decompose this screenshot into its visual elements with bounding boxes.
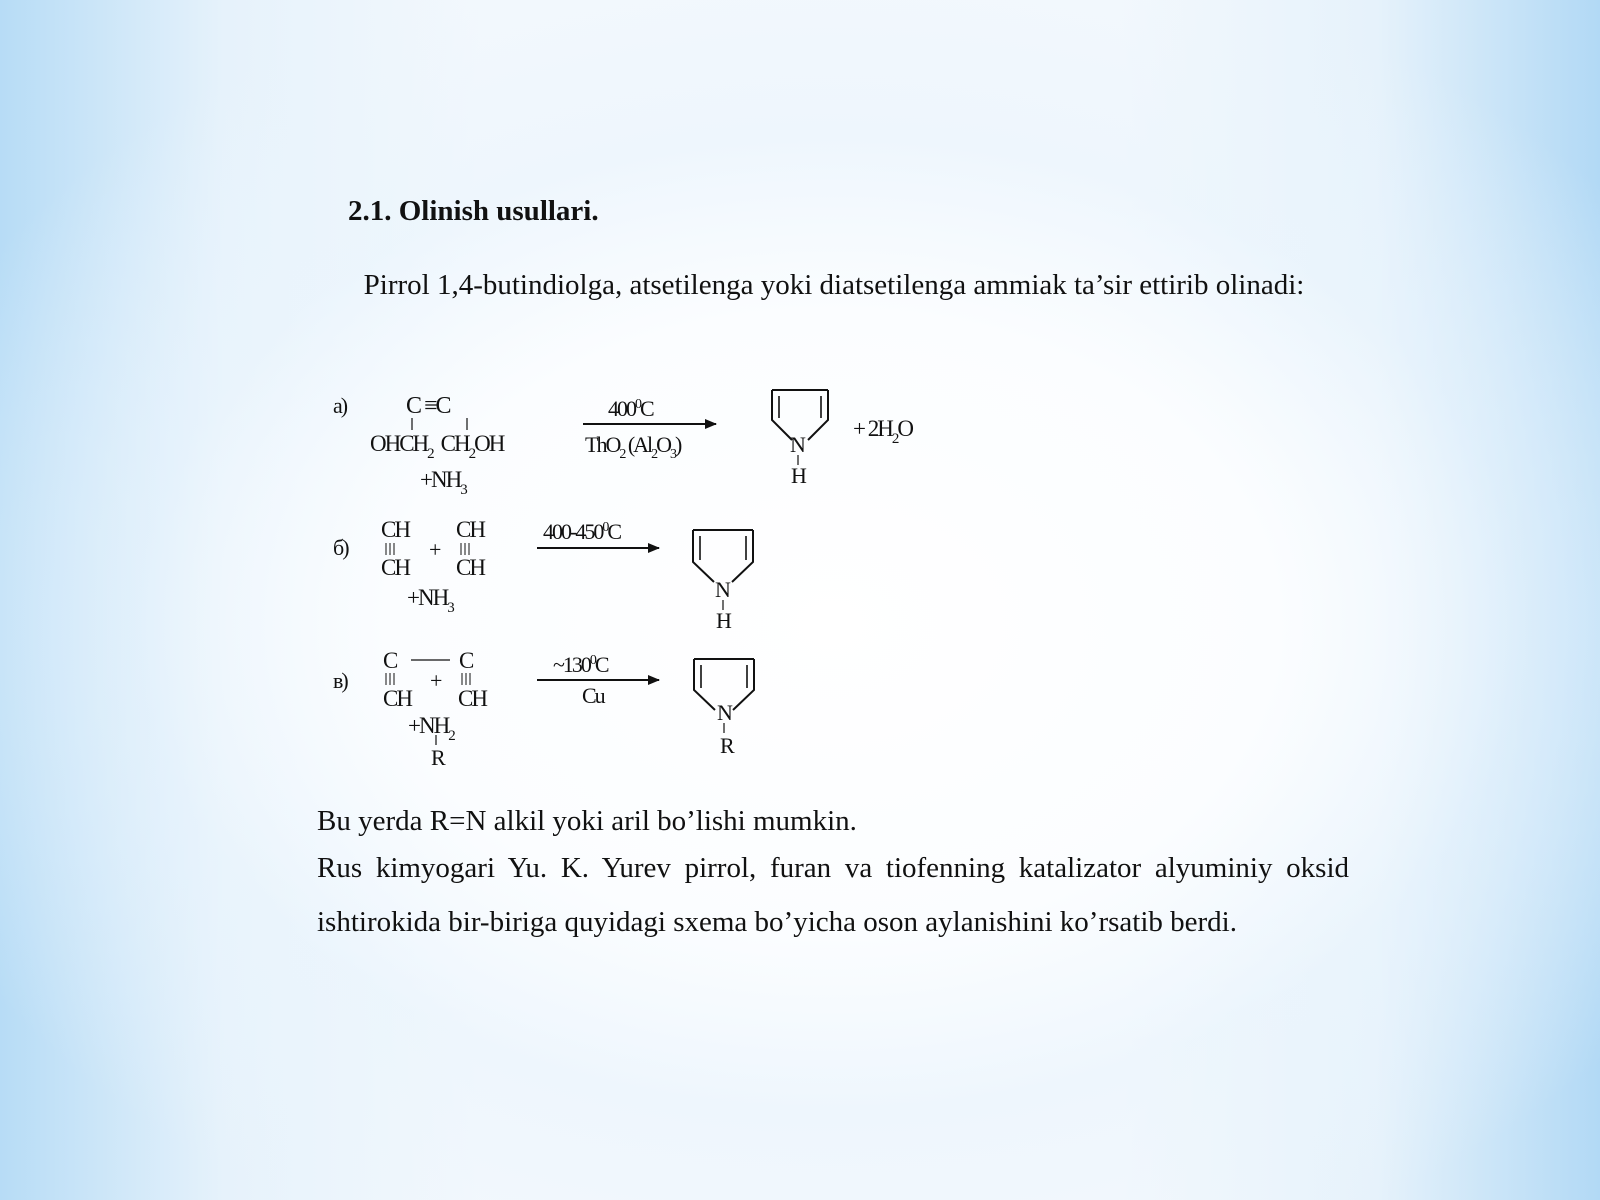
reaction-b-label: б) xyxy=(333,535,348,560)
pyrrole-b-nitrogen: N xyxy=(715,577,729,602)
section-heading: 2.1. Olinish usullari. xyxy=(348,195,599,227)
reaction-c-plus: + xyxy=(430,668,441,693)
reaction-a xyxy=(333,390,913,498)
reaction-c-ch-2: CH xyxy=(458,686,486,711)
reaction-a-label: а) xyxy=(333,393,347,418)
reaction-c-c-2: C xyxy=(459,648,473,673)
pyrrole-ring-b xyxy=(693,530,753,582)
reaction-a-alkyne: C ≡C xyxy=(406,393,450,419)
pyrrole-c-substituent: R xyxy=(720,733,733,758)
pyrrole-a-nitrogen: N xyxy=(790,432,804,457)
section-number: 2.1 xyxy=(348,195,385,227)
reaction-c-label: в) xyxy=(333,668,347,693)
pyrrole-c-nitrogen: N xyxy=(717,700,731,725)
intro-text: Pirrol 1,4-butindiolga, atsetilenga yoki diatsetilenga ammiak ta’sir ettirib olinadi: xyxy=(363,269,1305,301)
reaction-a-temperature: $400^0C$ xyxy=(608,396,653,421)
reaction-c-c-1: C xyxy=(383,648,397,673)
reaction-a-substituents: $OHCH_2$ $CH_2OH$ xyxy=(370,431,504,462)
reaction-b-temperature: $400-450^0C$ xyxy=(543,519,621,544)
reaction-a-catalyst: ThO$_2$ $(Al_2O_3)$ xyxy=(585,432,681,462)
reaction-c-ch-1: CH xyxy=(383,686,411,711)
note-text: Bu yerda R=N alkil yoki aril bo’lishi mumkin. xyxy=(317,805,857,837)
reaction-b-ch-1: CH xyxy=(381,517,409,542)
triple-bond-b-1 xyxy=(386,543,394,555)
reaction-b-plus: + xyxy=(429,537,440,562)
reaction-c xyxy=(333,648,754,770)
pyrrole-b-substituent: H xyxy=(716,608,730,633)
reaction-b-ch-4: CH xyxy=(456,555,484,580)
reaction-b-ch-2: CH xyxy=(456,517,484,542)
triple-bond-c-1 xyxy=(386,673,394,685)
reaction-c-catalyst: Cu xyxy=(582,683,604,708)
triple-bond-c-2 xyxy=(462,673,470,685)
reaction-c-reagent: $+NH_2$ xyxy=(408,713,454,744)
reaction-b-reagent: $+NH_3$ xyxy=(407,585,453,616)
pyrrole-a-substituent: H xyxy=(791,463,805,488)
reaction-c-temperature: $\sim 130^0C$ xyxy=(553,652,608,677)
section-title: Olinish usullari. xyxy=(398,195,599,227)
reaction-b-ch-3: CH xyxy=(381,555,409,580)
reaction-a-reagent: $+NH_3$ xyxy=(420,467,466,498)
reaction-a-byproduct: + $2H_2O$ xyxy=(853,416,912,447)
reaction-b xyxy=(333,517,753,633)
body-paragraph: Rus kimyogari Yu. K. Yurev pirrol, furan va tiofenning katalizator alyuminiy oksid ishtirokida bir-biriga quyidagi sxema bo’yicha oson aylanishini ko’rsatib berdi. xyxy=(317,852,1349,938)
triple-bond-b-2 xyxy=(461,543,469,555)
reaction-c-r-group: R xyxy=(431,745,444,770)
